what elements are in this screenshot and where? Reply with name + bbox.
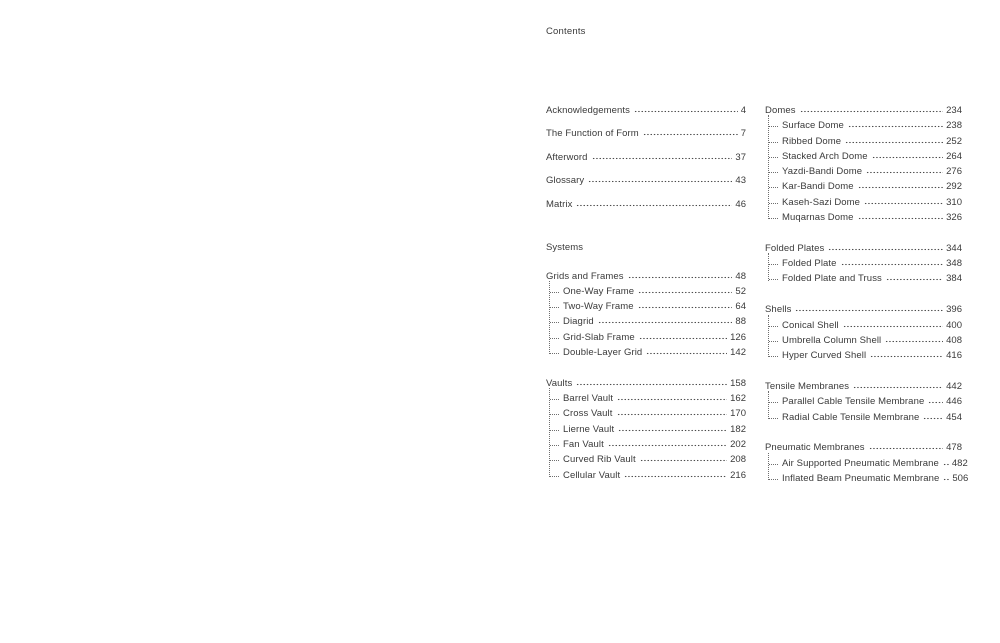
toc-column-left (546, 103, 746, 498)
toc-entry-label: Tensile Membranes (765, 380, 850, 392)
toc-leader-dots (608, 437, 727, 452)
toc-subentry (765, 471, 969, 486)
toc-subentry (546, 314, 746, 329)
toc-entry-label: Kar-Bandi Dome (782, 181, 854, 193)
toc-subentry (765, 394, 962, 409)
toc-page-number: 454 (946, 411, 962, 423)
toc-subentry (765, 456, 968, 471)
toc-leader-dots (618, 422, 727, 437)
toc-subentry (765, 118, 962, 133)
toc-tree (765, 440, 969, 486)
toc-leader-dots (872, 149, 943, 164)
toc-entry-label: Shells (765, 304, 792, 316)
toc-leader-dots (841, 256, 944, 271)
toc-leader-dots (643, 126, 738, 141)
toc-leader-dots (624, 468, 727, 483)
toc-entry-label: Domes (765, 105, 796, 116)
toc-page-number: 162 (730, 393, 746, 405)
toc-page-number: 182 (730, 423, 746, 435)
toc-page-number: 408 (946, 334, 962, 346)
toc-entry-label: Kaseh-Sazi Dome (782, 196, 861, 208)
toc-subentry (765, 348, 962, 363)
toc-entry-label: Ribbed Dome (782, 135, 842, 147)
toc-page-number: 158 (730, 377, 746, 389)
toc-leader-dots (628, 269, 733, 284)
toc-subentry (765, 271, 962, 286)
toc-page-number: 310 (946, 196, 962, 208)
toc-entry-label: Stacked Arch Dome (782, 150, 868, 162)
toc-page-number: 142 (730, 347, 746, 359)
toc-entry-label: Grids and Frames (546, 270, 624, 282)
toc-tree-children (765, 394, 962, 425)
toc-page-number: 208 (730, 454, 746, 466)
toc-subentry (546, 406, 746, 421)
toc-entry-label: Folded Plate and Truss (782, 273, 882, 285)
toc-page-number: 126 (730, 331, 746, 343)
toc-subentry (765, 164, 962, 179)
page-title: Contents (546, 26, 586, 37)
toc-page-number: 48 (735, 270, 746, 282)
toc-entry (765, 302, 962, 317)
toc-subentry (546, 284, 746, 299)
toc-page-number: 238 (946, 120, 962, 132)
toc-entry (546, 173, 746, 188)
toc-leader-dots (870, 348, 943, 363)
toc-tree-children (546, 284, 746, 360)
toc-entry-label: Conical Shell (782, 319, 839, 331)
toc-entry-label: Curved Rib Vault (563, 454, 636, 466)
toc-tree (546, 376, 746, 483)
toc-entry-label: Afterword (546, 151, 588, 163)
toc-subentry (546, 422, 746, 437)
toc-leader-dots (640, 452, 727, 467)
toc-page-number: 7 (740, 128, 746, 140)
toc-entry-label: Matrix (546, 198, 573, 210)
toc-page-number: 37 (735, 151, 746, 163)
toc-tree-children (546, 391, 746, 483)
toc-subentry (546, 391, 746, 406)
toc-leader-dots (598, 314, 733, 329)
toc-page-number: 478 (946, 442, 962, 454)
toc-entry-label: Folded Plate (782, 258, 837, 270)
toc-entry-label: Parallel Cable Tensile Membrane (782, 396, 925, 408)
toc-subentry (765, 410, 962, 425)
toc-entry-label: Grid-Slab Frame (563, 331, 635, 343)
toc-column-right (765, 103, 969, 502)
toc-tree-children (765, 256, 962, 287)
toc-subentry (765, 256, 962, 271)
toc-page-number: 52 (735, 285, 746, 297)
toc-leader-dots (848, 118, 943, 133)
toc-entry-label: Barrel Vault (563, 393, 614, 405)
toc-leader-dots (592, 150, 733, 165)
toc-leader-dots (617, 391, 727, 406)
toc-entry-label: Vaults (546, 377, 573, 389)
toc-tree (546, 269, 746, 361)
toc-leader-dots (943, 456, 949, 471)
toc-entry-label: Lierne Vault (563, 423, 615, 435)
toc-leader-dots (638, 299, 733, 314)
toc-leader-dots (795, 302, 943, 317)
toc-leader-dots (858, 210, 944, 225)
toc-tree (765, 302, 962, 363)
toc-page-number: 252 (946, 135, 962, 147)
toc-entry-label: Inflated Beam Pneumatic Membrane (782, 472, 940, 484)
toc-page-number: 88 (735, 316, 746, 328)
toc-page-number: 234 (946, 105, 962, 116)
toc-leader-dots (576, 376, 727, 391)
toc-entry-label: Cellular Vault (563, 469, 621, 481)
toc-entry-label: Air Supported Pneumatic Membrane (782, 457, 939, 469)
toc-leader-dots (869, 440, 944, 455)
toc-subentry (546, 345, 746, 360)
toc-entry (765, 103, 962, 118)
toc-leader-dots (617, 406, 728, 421)
toc-page-number: 344 (946, 242, 962, 254)
toc-page-number: 64 (735, 301, 746, 313)
toc-subentry (765, 318, 962, 333)
toc-page-number: 43 (735, 175, 746, 187)
toc-entry-label: One-Way Frame (563, 285, 635, 297)
toc-subentry (765, 210, 962, 225)
toc-entry-label: Two-Way Frame (563, 301, 634, 313)
toc-entry (546, 197, 746, 212)
toc-page-number: 446 (946, 396, 962, 408)
toc-leader-dots (828, 241, 943, 256)
toc-entry-label: Cross Vault (563, 408, 613, 420)
toc-tree (765, 241, 962, 287)
toc-entry-label: Yazdi-Bandi Dome (782, 166, 863, 178)
toc-entry-label: Muqarnas Dome (782, 212, 854, 224)
toc-subentry (546, 468, 746, 483)
toc-leader-dots (928, 394, 943, 409)
toc-subentry (546, 452, 746, 467)
toc-page-number: 326 (946, 212, 962, 224)
toc-entry (765, 241, 962, 256)
toc-leader-dots (943, 471, 949, 486)
toc-subentry (765, 134, 962, 149)
toc-page-number: 202 (730, 439, 746, 451)
toc-entry (546, 103, 746, 118)
toc-leader-dots (646, 345, 727, 360)
toc-page-number: 170 (730, 408, 746, 420)
toc-leader-dots (576, 197, 732, 212)
toc-entry-label: The Function of Form (546, 128, 639, 140)
toc-tree-children (765, 456, 969, 487)
toc-entry (546, 150, 746, 165)
toc-leader-dots (634, 103, 738, 118)
toc-entry (546, 376, 746, 391)
toc-entry-label: Hyper Curved Shell (782, 350, 867, 362)
toc-entry-label: Double-Layer Grid (563, 347, 643, 359)
toc-leader-dots (588, 173, 732, 188)
toc-subentry (546, 299, 746, 314)
toc-tree (765, 379, 962, 425)
toc-leader-dots (800, 103, 944, 118)
toc-leader-dots (858, 179, 944, 194)
toc-page-number: 396 (946, 304, 962, 316)
toc-page-number: 216 (730, 469, 746, 481)
toc-leader-dots (853, 379, 943, 394)
toc-leader-dots (885, 333, 943, 348)
toc-page-number: 264 (946, 150, 962, 162)
toc-subentry (765, 179, 962, 194)
toc-entry-label: Folded Plates (765, 242, 825, 254)
toc-subentry (546, 330, 746, 345)
toc-entry (546, 126, 746, 141)
toc-page-number: 4 (740, 105, 746, 116)
toc-page-number: 384 (946, 273, 962, 285)
toc-entry-label: Radial Cable Tensile Membrane (782, 411, 920, 423)
toc-page-number: 506 (952, 472, 969, 484)
toc-entry-label: Acknowledgements (546, 105, 630, 116)
toc-entry-label: Fan Vault (563, 439, 604, 451)
toc-entry-label: Glossary (546, 175, 585, 187)
toc-page-number: 442 (946, 380, 962, 392)
toc-subentry (765, 195, 962, 210)
toc-page-number: 276 (946, 166, 962, 178)
toc-page-number: 400 (946, 319, 962, 331)
toc-leader-dots (864, 195, 943, 210)
toc-subentry (546, 437, 746, 452)
toc-entry-label: Pneumatic Membranes (765, 442, 865, 454)
toc-entry (765, 379, 962, 394)
toc-entry-label: Surface Dome (782, 120, 844, 132)
toc-leader-dots (843, 318, 943, 333)
toc-leader-dots (886, 271, 943, 286)
toc-leader-dots (639, 330, 727, 345)
toc-leader-dots (638, 284, 732, 299)
toc-entry (546, 269, 746, 284)
toc-page-number: 348 (946, 258, 962, 270)
toc-leader-dots (845, 134, 943, 149)
toc-page-number: 416 (946, 350, 962, 362)
toc-page-number: 46 (735, 198, 746, 210)
toc-entry-label: Diagrid (563, 316, 594, 328)
toc-subentry (765, 149, 962, 164)
toc-page-number: 292 (946, 181, 962, 193)
toc-tree-children (765, 318, 962, 364)
toc-entry (765, 440, 962, 455)
toc-leader-dots (923, 410, 943, 425)
toc-tree-children (765, 118, 962, 225)
toc-subentry (765, 333, 962, 348)
front-matter-list (546, 103, 746, 212)
toc-leader-dots (866, 164, 943, 179)
toc-page-number: 482 (951, 457, 968, 469)
toc-entry-label: Umbrella Column Shell (782, 334, 882, 346)
toc-tree (765, 103, 962, 225)
section-heading: Systems (546, 241, 584, 253)
